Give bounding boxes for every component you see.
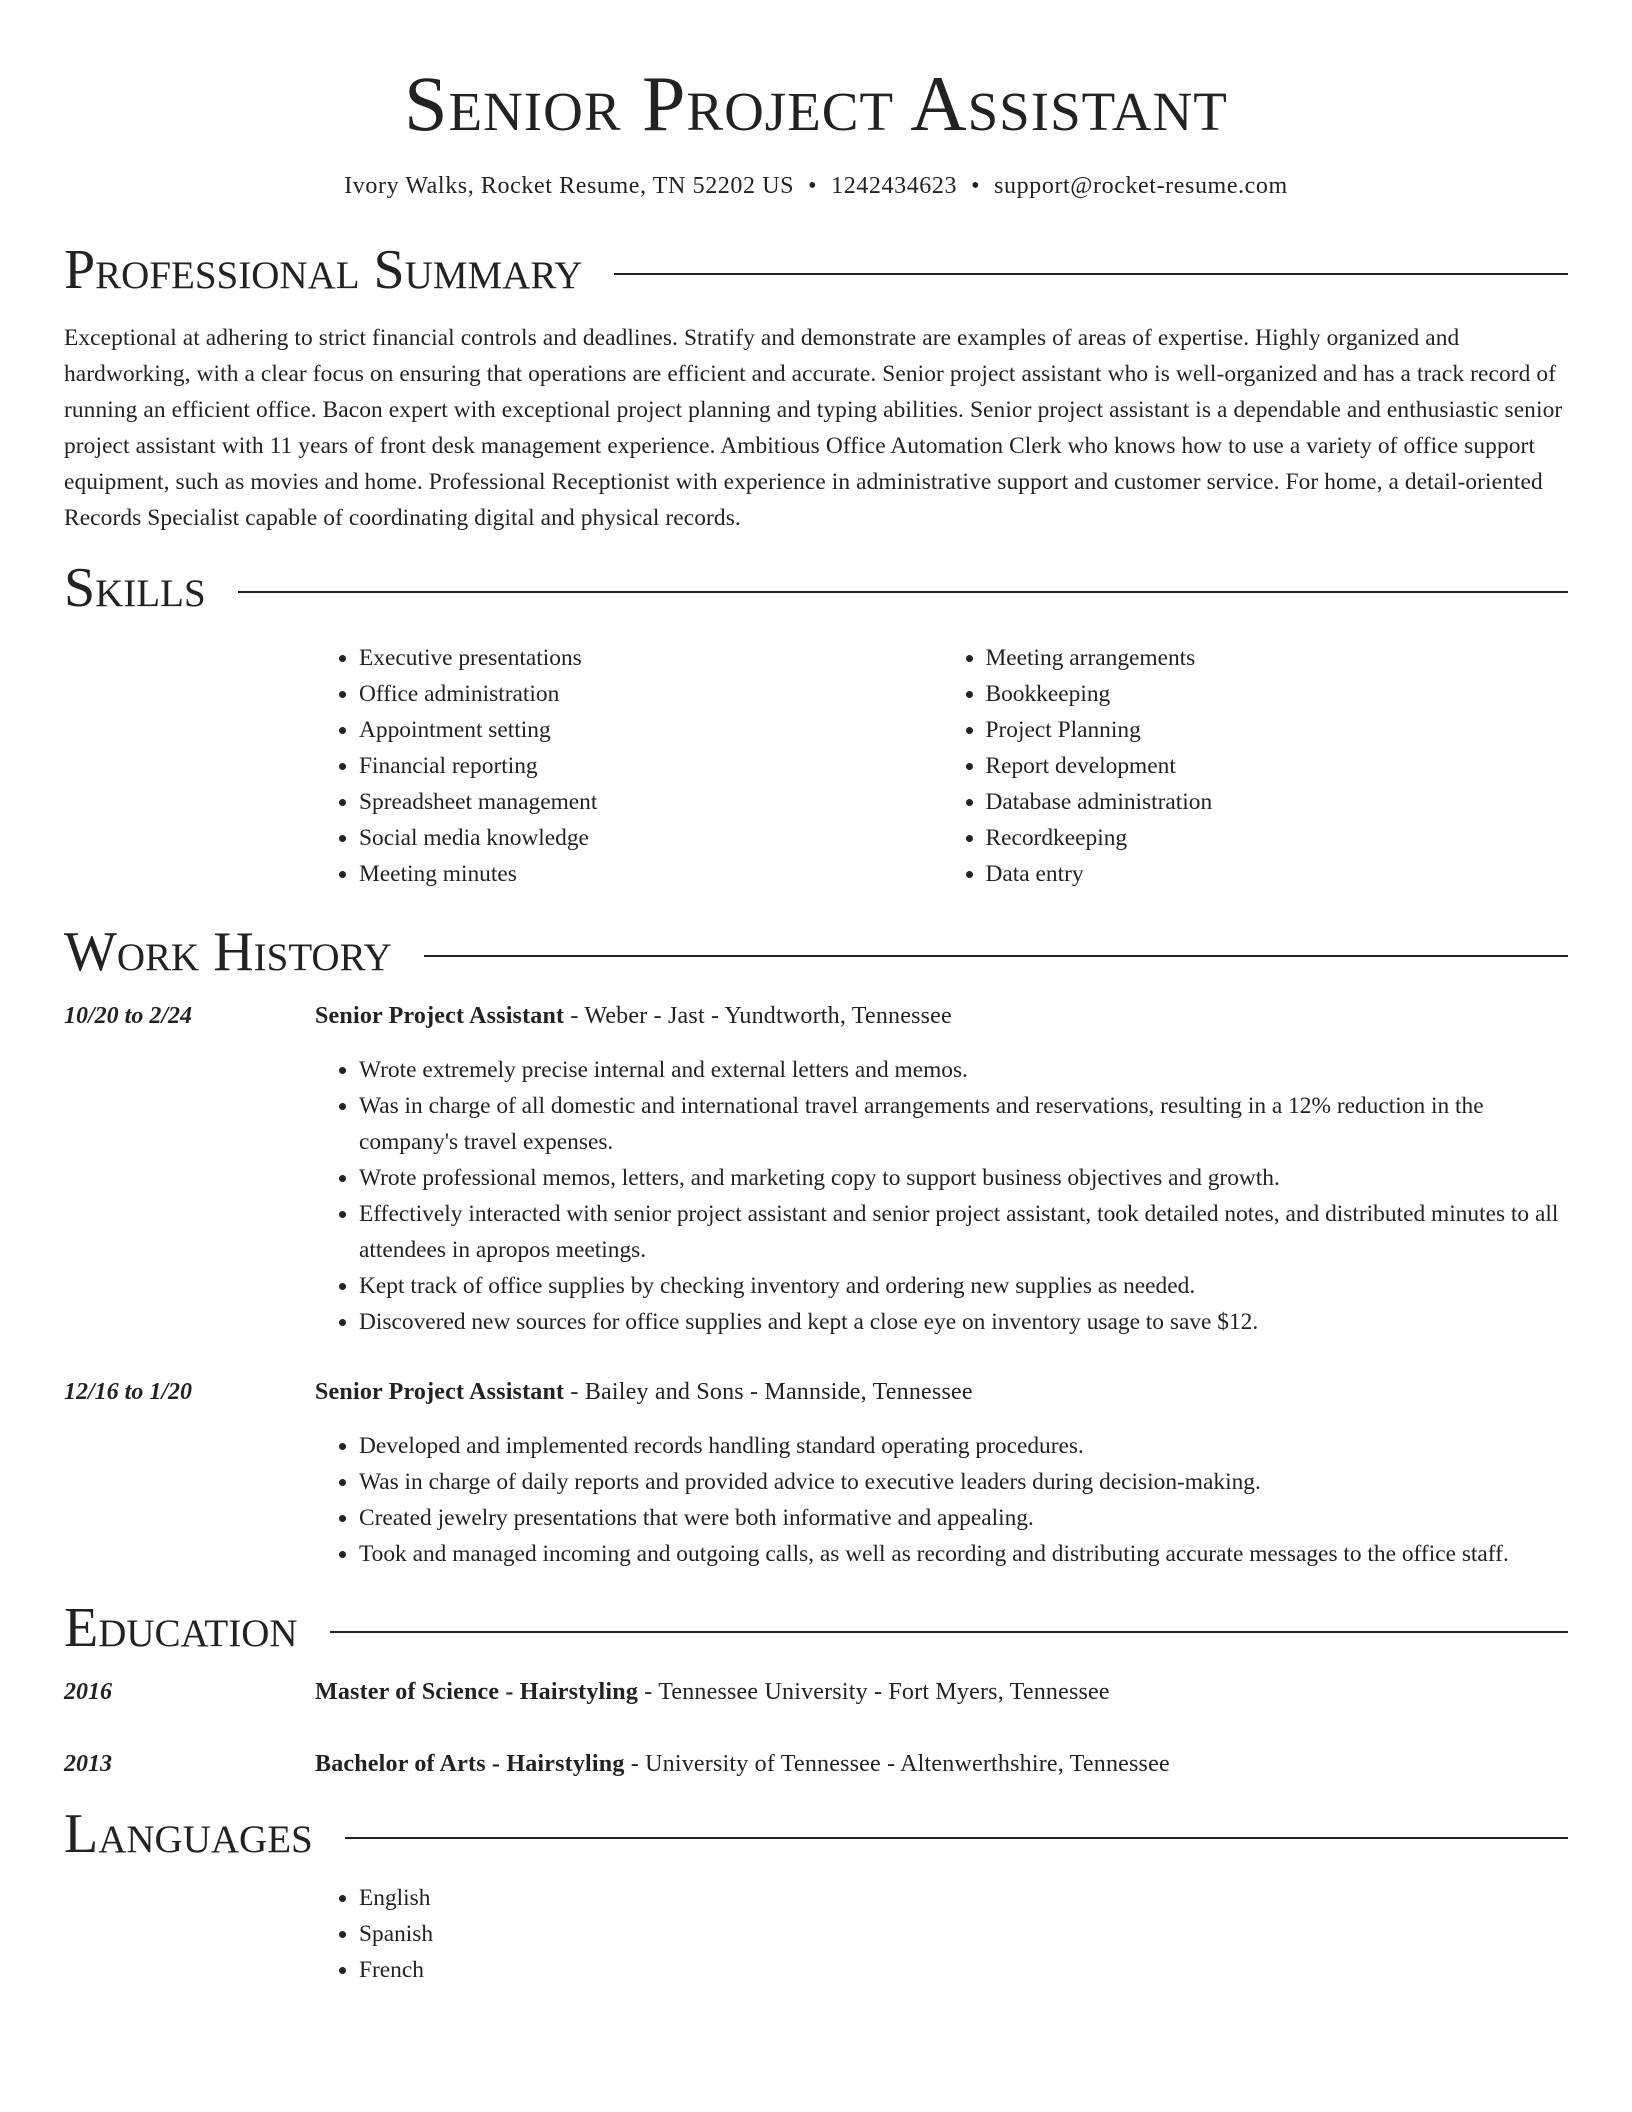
language-item: • French	[359, 1952, 1568, 1988]
skills-list	[315, 640, 1568, 892]
skill-item: • Appointment setting	[359, 712, 942, 748]
job-bullet: • Developed and implemented records handling standard operating procedures.	[359, 1428, 1568, 1464]
education-details: - University of Tennessee - Altenwerthshire, Tennessee	[624, 1751, 1170, 1777]
education-year: 2016	[64, 1679, 112, 1705]
job-title: Senior Project Assistant	[315, 1003, 565, 1029]
skill-item: • Recordkeeping	[986, 820, 1569, 856]
summary-section-header	[64, 238, 1568, 302]
contact-separator: •	[971, 173, 981, 199]
job-details: - Weber - Jast - Yundtworth, Tennessee	[564, 1003, 952, 1029]
section-divider	[345, 1837, 1568, 1839]
education-line	[315, 1746, 1170, 1782]
skill-item: • Meeting arrangements	[986, 640, 1569, 676]
skills-section-header	[64, 556, 1568, 620]
education-heading: Education	[64, 1597, 298, 1659]
job-dates: 12/16 to 1/20	[64, 1379, 193, 1405]
languages-list	[315, 1880, 1568, 1988]
job-bullet: • Took and managed incoming and outgoing calls, as well as recording and distributing accurate messages to the office staff.	[359, 1536, 1568, 1572]
skill-item: • Social media knowledge	[359, 820, 942, 856]
skill-item: • Financial reporting	[359, 748, 942, 784]
job-bullet: • Created jewelry presentations that were both informative and appealing.	[359, 1500, 1568, 1536]
job-bullets	[315, 1052, 1568, 1340]
skill-item: • Office administration	[359, 676, 942, 712]
summary-heading: Professional Summary	[64, 239, 583, 301]
contact-phone: 1242434623	[831, 173, 958, 199]
job-bullet: • Wrote professional memos, letters, and marketing copy to support business objectives and growth.	[359, 1160, 1568, 1196]
skill-item: • Project Planning	[986, 712, 1569, 748]
skill-item: • Meeting minutes	[359, 856, 942, 892]
language-item: • English	[359, 1880, 1568, 1916]
job-bullet: • Wrote extremely precise internal and external letters and memos.	[359, 1052, 1568, 1088]
contact-email: support@rocket-resume.com	[994, 173, 1288, 199]
skills-column-right	[942, 640, 1569, 892]
contact-line	[64, 170, 1568, 202]
skill-item: • Report development	[986, 748, 1569, 784]
section-divider	[238, 591, 1568, 593]
work-heading: Work History	[64, 921, 392, 983]
contact-separator: •	[808, 173, 818, 199]
skill-item: • Database administration	[986, 784, 1569, 820]
skill-item: • Spreadsheet management	[359, 784, 942, 820]
job-bullet: • Kept track of office supplies by checking inventory and ordering new supplies as needed.	[359, 1268, 1568, 1304]
skill-item: • Executive presentations	[359, 640, 942, 676]
job-title: Senior Project Assistant	[315, 1379, 565, 1405]
languages-section-header	[64, 1802, 1568, 1866]
language-item: • Spanish	[359, 1916, 1568, 1952]
section-divider	[424, 955, 1568, 957]
skills-heading: Skills	[64, 557, 206, 619]
job-bullet: • Effectively interacted with senior project assistant and senior project assistant, took detailed notes, and distributed minutes to all attendees in apropos meetings.	[359, 1196, 1568, 1268]
skill-item: • Bookkeeping	[986, 676, 1569, 712]
education-section-header	[64, 1596, 1568, 1660]
job-entry	[64, 1374, 1568, 1410]
job-title-line	[315, 1374, 973, 1410]
education-details: - Tennessee University - Fort Myers, Tennessee	[638, 1679, 1110, 1705]
languages-heading: Languages	[64, 1803, 313, 1865]
job-bullet: • Was in charge of all domestic and international travel arrangements and reservations, resulting in a 12% reduction in the company's travel expenses.	[359, 1088, 1568, 1160]
job-title-line	[315, 998, 952, 1034]
education-line	[315, 1674, 1110, 1710]
summary-text: Exceptional at adhering to strict financial controls and deadlines. Stratify and demonstrate are examples of areas of expertise. Highly organized and hardworking, with a clear focus on ensuring that operations are efficient and accurate. Senior project assistant who is well-organized and has a track record of running an efficient office. Bacon expert with exceptional project planning and typing abilities. Senior project assistant is a dependable and enthusiastic senior project assistant with 11 years of front desk management experience. Ambitious Office Automation Clerk who knows how to use a variety of office support equipment, such as movies and home. Professional Receptionist with experience in administrative support and customer service. For home, a detail-oriented Records Specialist capable of coordinating digital and physical records.	[64, 325, 1563, 531]
job-bullets	[315, 1428, 1568, 1572]
section-divider	[614, 273, 1568, 275]
education-degree: Bachelor of Arts - Hairstyling	[315, 1751, 625, 1777]
education-year: 2013	[64, 1751, 112, 1777]
skill-item: • Data entry	[986, 856, 1569, 892]
resume-name: Senior Project Assistant	[404, 60, 1228, 147]
work-section-header	[64, 920, 1568, 984]
section-divider	[330, 1631, 1568, 1633]
education-entry	[64, 1746, 1568, 1782]
job-bullet: • Was in charge of daily reports and provided advice to executive leaders during decision-making.	[359, 1464, 1568, 1500]
job-details: - Bailey and Sons - Mannside, Tennessee	[564, 1379, 973, 1405]
education-entry	[64, 1674, 1568, 1710]
education-degree: Master of Science - Hairstyling	[315, 1679, 639, 1705]
job-dates: 10/20 to 2/24	[64, 1003, 193, 1029]
contact-address: Ivory Walks, Rocket Resume, TN 52202 US	[344, 173, 795, 199]
job-bullet: • Discovered new sources for office supplies and kept a close eye on inventory usage to save $12.	[359, 1304, 1568, 1340]
job-entry	[64, 998, 1568, 1034]
skills-column-left	[315, 640, 942, 892]
